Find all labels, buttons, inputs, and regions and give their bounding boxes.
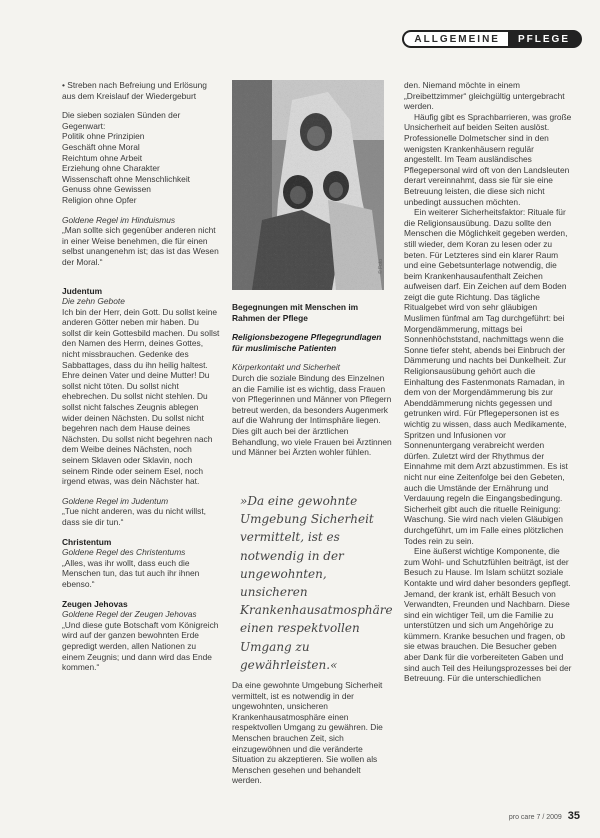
photo-patients <box>232 80 384 290</box>
golden-rule-judaism-heading: Goldene Regel im Judentum <box>62 495 169 506</box>
paragraph: Eine äußerst wichtige Komponente, die zum Wohl- und Schutzfühlen beiträgt, ist der Besuch zu Hause. Im Islam schützt soziale Kontakte und wird daher besonders gepflegt. Jemand, der krank ist, erhält Besuch von Verwandten, Freunden und Nachbarn. Diese sind ein wichtiger Teil, um die Familie zu unterstützen und sich um Angehörige zu kümmern. Kranke besuchen und fragen, ob sie etwas brauchen. Die Besucher geben aber Dank für die vorbereiteten Gaben und sind auch Teil des Heilungsprozesses bei der Betreuung. Für die unterschiedlichen <box>404 546 572 684</box>
christianity-text: „Alles, was ihr wollt, dass euch die Menschen tun, das tut auch ihr ihnen ebenso.“ <box>62 557 200 589</box>
jehovah-text: „Und diese gute Botschaft vom Königreich wird auf der ganzen bewohnten Erde gepredigt werden, allen Nationen zu einem Zeugnis; und dann wird das Ende kommen.“ <box>62 619 219 673</box>
golden-rule-judaism-text: „Tue nicht anderen, was du nicht willst, dass sie dir tun.“ <box>62 506 206 527</box>
column-left <box>62 80 220 673</box>
paragraph: Häufig gibt es Sprachbarrieren, was große Unsicherheit auf beiden Seiten auslöst. Professionelle Dolmetscher sind in den wenigsten Krankenhäusern regulär angestellt. Im Team ausländisches Pflegepersonal wird oft von den Landsleuten derart vereinnahmt, dass sie für sie eine Betreuung leisten, die diese sich nicht unbedingt aussuchen möchten. <box>404 111 572 207</box>
photo-caption: Begegnungen mit Menschen im Rahmen der Pflege <box>232 302 359 323</box>
christianity-subheading: Goldene Regel des Christentums <box>62 547 186 558</box>
judaism-subheading: Die zehn Gebote <box>62 296 125 307</box>
list-item: Wissenschaft ohne Menschlichkeit <box>62 173 191 184</box>
list-item: Erziehung ohne Charakter <box>62 163 160 174</box>
page-footer <box>509 810 580 822</box>
jehovah-heading: Zeugen Jehovas <box>62 598 128 609</box>
list-item: Religion ohne Opfer <box>62 194 137 205</box>
list-item: Politik ohne Prinzipien <box>62 131 145 142</box>
bullet-item: • Streben nach Befreiung und Erlösung aus dem Kreislauf der Wiedergeburt <box>62 80 207 101</box>
section-text: Durch die soziale Bindung des Einzelnen an die Familie ist es wichtig, dass Frauen von Pflegerinnen und Männer von Pflegern betreut werden, da besonders Augenmerk auf die Wahrung der Intimsphäre liegen. Dies gilt auch bei der ärztlichen Behandlung, wo viele Frauen bei Ärztinnen und Männer bei Ärzten wohler fühlen. <box>232 372 392 458</box>
photo-image <box>232 80 384 290</box>
sins-list <box>62 131 220 205</box>
golden-rule-text: „Man sollte sich gegenüber anderen nicht in einer Weise benehmen, die für einen selbst unangenehm ist; das ist das Wesen der Moral.“ <box>62 225 219 267</box>
column-middle <box>232 302 392 458</box>
paragraph: den. Niemand möchte in einem „Dreibettzimmer“ gleichgültig untergebracht werden. <box>404 80 565 112</box>
section-text-2: Da eine gewohnte Umgebung Sicherheit vermittelt, ist es notwendig in der ungewohnten, unsicheren Krankenhausatmosphäre einen respektvollen Umgang zu gewähren. Die Menschen brauchen Zeit, sich einzugewöhnen und die veränderte Situation zu akzeptieren. Sie wollen als Menschen gesehen und behandelt werden. <box>232 680 383 786</box>
page-number: 35 <box>567 810 580 822</box>
jehovah-subheading: Goldene Regel der Zeugen Jehovas <box>62 609 197 620</box>
issue-label: pro care 7 / 2009 <box>508 814 562 821</box>
list-item: Reichtum ohne Arbeit <box>62 152 143 163</box>
section-subheading: Körperkontakt und Sicherheit <box>232 362 341 373</box>
column-middle-bottom <box>232 680 392 786</box>
list-item: Genuss ohne Gewissen <box>62 184 151 195</box>
christianity-heading: Christentum <box>62 536 112 547</box>
column-right <box>404 80 572 684</box>
judaism-heading: Judentum <box>62 285 103 296</box>
golden-rule-heading: Goldene Regel im Hinduismus <box>62 214 176 225</box>
list-item: Geschäft ohne Moral <box>62 141 140 152</box>
photo-credit: © Foto <box>378 258 384 274</box>
pull-quote: »Da eine gewohnte Umgebung Sicherheit vermittelt, ist es notwendig in der ungewohnten, unsicheren Krankenhausatmosphäre einen respektvollen Umgang zu gewährleisten.« <box>240 494 393 672</box>
section-heading: Religionsbezogene Pflegegrundlagen für muslimische Patienten <box>232 332 382 353</box>
paragraph: Ein weiterer Sicherheitsfaktor: Rituale für die Religionsausübung. Dazu sollte den Menschen die Möglichkeit gegeben werden, still wieder, dem Koran zu lesen oder zu beten. Für Letzteres sind ein klarer Raum und eine Gebetsunterlage notwendig, die beim Krankenhausaufenthalt Zeichen aufweisen darf. Ein Zeichen auf dem Boden zeigt die gute Richtung. Das tägliche Ritualgebet wird von sehr gläubigen Muslimen fünfmal am Tag durchgeführt: bei Morgendämmerung, mittags bei Sonnenhöchststand, nachmittags wenn die Sonne tiefer steht, abends bei Einbruch der Dämmerung und nachts bei Dunkelheit. Zur Religionsausübung gehört auch die Einhaltung des Fastenmonats Ramadan, in dem von der Morgendämmerung bis zur Abenddämmerung nichts gegessen und getrunken wird. Für Pflegepersonen ist es wichtig zu wissen, dass auch Medikamente, Spritzen und Infusionen vor Sonnenuntergang verabreicht werden dürfen. Zuletzt wird der Rhythmus der Einnahme mit dem Arzt abzustimmen. Es ist nicht nur eine Zeitenfolge bei den Gebeten, auch die Umstände der Ernährung und Verdauung regeln die Eingangsbedingung. Sicherheit gibt auch die rituelle Reinigung: Waschung. Sie wird nach vielen Gläubigen durchgeführt, um im Falle eines plötzlichen Todes rein zu sein. <box>404 207 568 546</box>
sins-intro: Die sieben sozialen Sünden der Gegenwart: <box>62 110 181 131</box>
section-header <box>402 30 582 48</box>
section-label-active: PFLEGE <box>508 30 582 48</box>
section-label: ALLGEMEINE <box>402 30 508 48</box>
judaism-text: Ich bin der Herr, dein Gott. Du sollst keine anderen Götter neben mir haben. Du sollst dir kein Gottesbild machen. Du sollst den Namen des Herrn, deines Gottes, nicht missbrauchen. Gedenke des Sabbattages, dass du ihn heilig haltest. Ehre deinen Vater und deine Mutter! Du sollst nicht töten. Du sollst nicht ehebrechen. Du sollst nicht stehlen. Du sollst nicht falsches Zeugnis ablegen wider deinen Nächsten. Du sollst nicht begehren nach dem Hause deines Nächsten. Du sollst nicht begehren nach dem Weibe deines Nächsten, noch seinem Sklaven oder Sklavin, noch seinem Rinde oder seinem Esel, noch irgend etwas, was dein Nächster hat. <box>62 306 220 487</box>
